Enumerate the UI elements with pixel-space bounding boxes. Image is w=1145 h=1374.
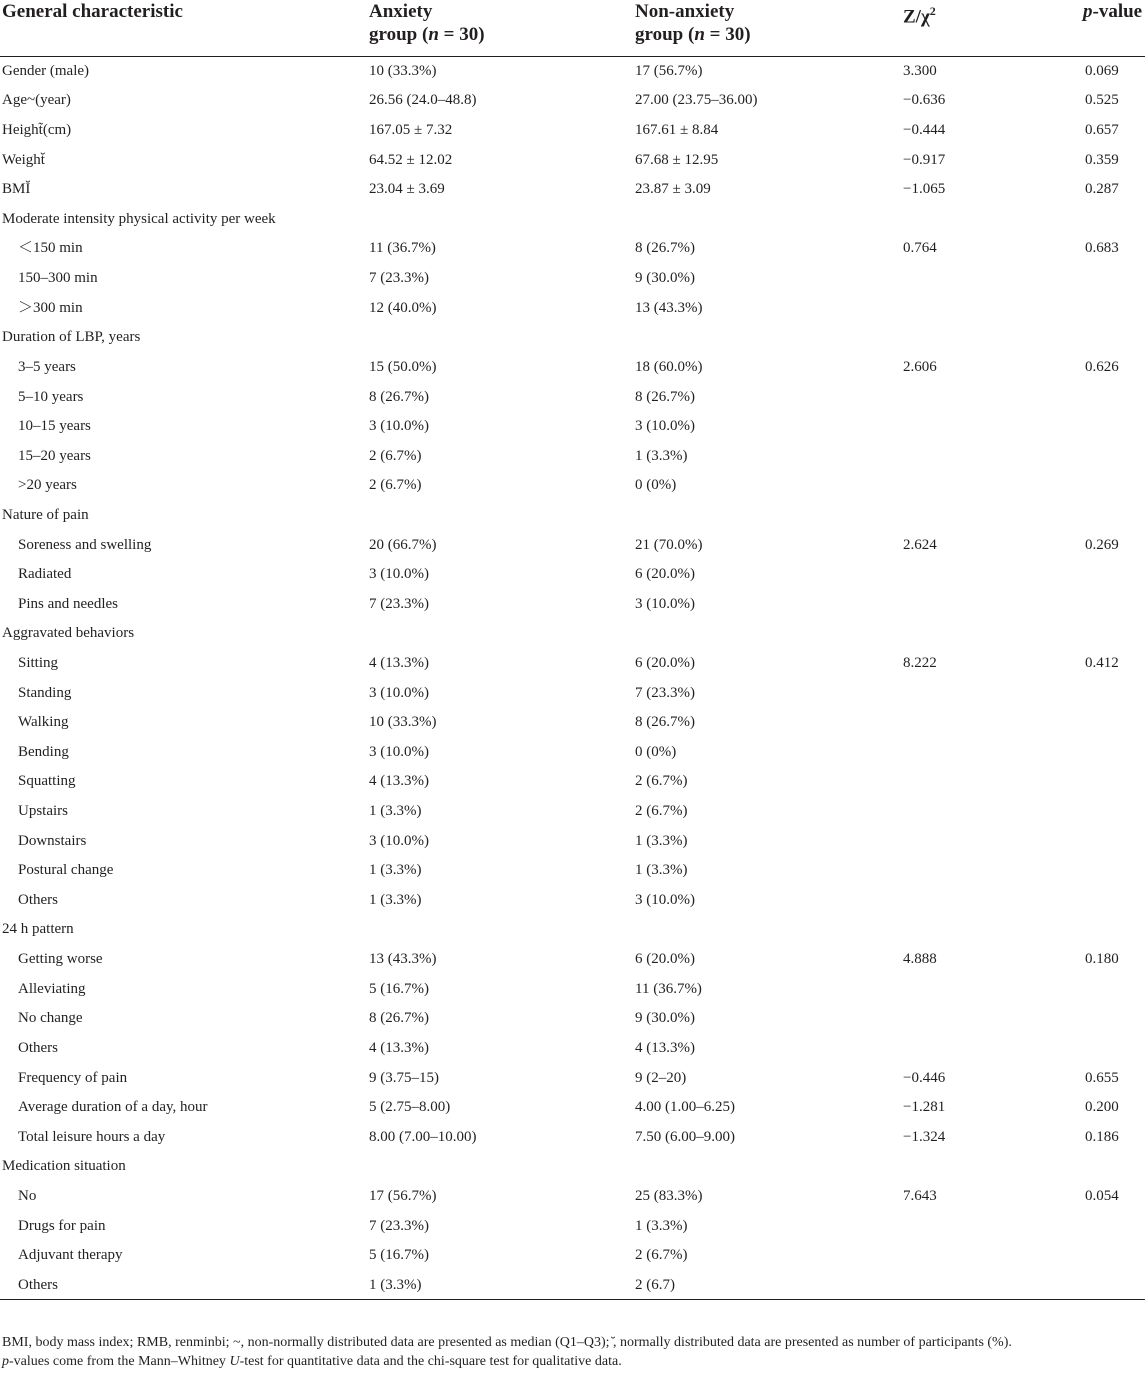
z-value (903, 471, 1080, 501)
table-row (0, 86, 1145, 116)
z-value (903, 411, 1080, 441)
p-value (1080, 1033, 1145, 1063)
z-value (903, 1270, 1080, 1300)
p-value (1080, 737, 1145, 767)
anxiety-value: 3 (10.0%) (369, 832, 429, 849)
row-label: Squatting (18, 773, 76, 790)
z-value: 4.888 (903, 951, 937, 968)
row-label: Bending (18, 743, 69, 760)
table-row (0, 589, 1145, 619)
non-anxiety-value (635, 915, 903, 945)
non-anxiety-value: 8 (26.7%) (635, 388, 695, 405)
anxiety-value: 4 (13.3%) (369, 1039, 429, 1056)
table-row (0, 352, 1145, 382)
header-p-value: p-value (1080, 0, 1145, 56)
anxiety-value: 17 (56.7%) (369, 1187, 437, 1204)
anxiety-value: 20 (66.7%) (369, 536, 437, 553)
z-value (903, 1004, 1080, 1034)
z-value (903, 322, 1080, 352)
p-value: 0.525 (1085, 92, 1119, 109)
p-value (1080, 559, 1145, 589)
anxiety-value: 2 (6.7%) (369, 447, 422, 464)
z-value (903, 1240, 1080, 1270)
table-row (0, 915, 1145, 945)
z-value (903, 441, 1080, 471)
row-label: Others (0, 1270, 369, 1300)
anxiety-value: 3 (10.0%) (369, 566, 429, 583)
table-row (0, 382, 1145, 412)
row-label: Duration of LBP, years (2, 329, 141, 346)
non-anxiety-value: 2 (6.7) (635, 1270, 903, 1300)
non-anxiety-value: 0 (0%) (635, 477, 677, 494)
table-row (0, 619, 1145, 649)
p-value (1080, 471, 1145, 501)
non-anxiety-value: 17 (56.7%) (635, 63, 703, 80)
p-value: 0.626 (1085, 358, 1119, 375)
anxiety-value: 3 (10.0%) (369, 684, 429, 701)
row-label: >20 years (18, 477, 77, 494)
p-value (1080, 382, 1145, 412)
z-value: −1.281 (903, 1099, 946, 1116)
anxiety-value: 5 (2.75–8.00) (369, 1099, 451, 1116)
row-label: Total leisure hours a day (18, 1128, 166, 1145)
z-value: 7.643 (903, 1187, 937, 1204)
anxiety-value: 3 (10.0%) (369, 418, 429, 435)
table-row (0, 1122, 1145, 1152)
z-value (903, 826, 1080, 856)
table-row (0, 1004, 1145, 1034)
p-value (1080, 678, 1145, 708)
anxiety-value: 1 (3.3%) (369, 891, 422, 908)
z-value (903, 500, 1080, 530)
anxiety-value: 5 (16.7%) (369, 980, 429, 997)
non-anxiety-value: 2 (6.7%) (635, 803, 688, 820)
anxiety-value: 1 (3.3%) (369, 803, 422, 820)
row-label: Adjuvant therapy (18, 1247, 123, 1264)
non-anxiety-value: 7 (23.3%) (635, 684, 695, 701)
z-value: 0.764 (903, 240, 937, 257)
table-row (0, 204, 1145, 234)
row-label: No (18, 1187, 37, 1204)
z-value (903, 974, 1080, 1004)
row-label: Standing (18, 684, 72, 701)
row-label: 5–10 years (18, 388, 84, 405)
table-row (0, 944, 1145, 974)
row-label: Age~(year) (2, 92, 71, 109)
row-label: Others (18, 891, 58, 908)
z-value (903, 293, 1080, 323)
table-header (0, 0, 1145, 56)
non-anxiety-value: 4.00 (1.00–6.25) (635, 1099, 735, 1116)
p-value (1080, 322, 1145, 352)
row-label: Drugs for pain (18, 1217, 106, 1234)
table-row (0, 322, 1145, 352)
z-value (903, 707, 1080, 737)
p-value (1080, 263, 1145, 293)
row-label: Weight̆ (2, 151, 45, 168)
non-anxiety-value: 21 (70.0%) (635, 536, 703, 553)
z-value: 8.222 (903, 654, 937, 671)
table-row (0, 707, 1145, 737)
row-label: Postural change (18, 862, 114, 879)
p-value (1080, 441, 1145, 471)
anxiety-value: 9 (3.75–15) (369, 1069, 439, 1086)
z-value: −0.636 (903, 92, 946, 109)
non-anxiety-value: 1 (3.3%) (635, 447, 688, 464)
non-anxiety-value: 8 (26.7%) (635, 714, 695, 731)
anxiety-value (369, 915, 635, 945)
row-label: ＞300 min (18, 299, 83, 316)
anxiety-value: 8 (26.7%) (369, 388, 429, 405)
table-row (0, 1033, 1145, 1063)
p-value (1080, 1270, 1145, 1300)
row-label: Nature of pain (2, 506, 89, 523)
non-anxiety-value: 67.68 ± 12.95 (635, 151, 719, 168)
table-row (0, 974, 1145, 1004)
non-anxiety-value: 1 (3.3%) (635, 1217, 688, 1234)
p-value (1080, 589, 1145, 619)
anxiety-value (369, 500, 635, 530)
anxiety-value: 10 (33.3%) (369, 63, 437, 80)
table-row (0, 1152, 1145, 1182)
table-row (0, 559, 1145, 589)
p-value: 0.655 (1085, 1069, 1119, 1086)
anxiety-value: 15 (50.0%) (369, 358, 437, 375)
z-value: −1.324 (903, 1128, 946, 1145)
non-anxiety-value: 11 (36.7%) (635, 980, 702, 997)
z-value: −0.446 (903, 1069, 946, 1086)
row-label: Walking (18, 714, 69, 731)
header-characteristic (0, 0, 369, 56)
table-row (0, 145, 1145, 175)
anxiety-value: 5 (16.7%) (369, 1247, 429, 1264)
row-label: Others (18, 1039, 58, 1056)
z-value (903, 382, 1080, 412)
row-label: Height̃(cm) (2, 122, 72, 139)
anxiety-value: 7 (23.3%) (369, 595, 429, 612)
row-label: Moderate intensity physical activity per week (2, 210, 276, 227)
z-value (903, 678, 1080, 708)
non-anxiety-value (635, 204, 903, 234)
row-label: 3–5 years (18, 358, 76, 375)
p-value: 0.186 (1085, 1128, 1119, 1145)
table-row (0, 1240, 1145, 1270)
table-row (0, 471, 1145, 501)
anxiety-value: 23.04 ± 3.69 (369, 181, 445, 198)
p-value: 0.200 (1085, 1099, 1119, 1116)
non-anxiety-value: 3 (10.0%) (635, 418, 695, 435)
row-label: Upstairs (18, 803, 68, 820)
z-value (903, 1152, 1080, 1182)
p-value: 0.269 (1085, 536, 1119, 553)
z-value: 2.624 (903, 536, 937, 553)
header-anxiety-group: Anxiety group (n = 30) (369, 0, 635, 56)
anxiety-value: 13 (43.3%) (369, 951, 437, 968)
anxiety-value: 8 (26.7%) (369, 1010, 429, 1027)
z-value (903, 1211, 1080, 1241)
row-label: BMĬ (2, 181, 31, 198)
p-value: 0.054 (1085, 1187, 1119, 1204)
p-value: 0.359 (1085, 151, 1119, 168)
anxiety-value: 1 (3.3%) (369, 1270, 635, 1300)
z-value: −1.065 (903, 181, 946, 198)
table-row (0, 1063, 1145, 1093)
table-row (0, 1211, 1145, 1241)
row-label: 24 h pattern (2, 921, 74, 938)
table-row (0, 234, 1145, 264)
z-value (903, 263, 1080, 293)
non-anxiety-value: 13 (43.3%) (635, 299, 703, 316)
p-value (1080, 500, 1145, 530)
table-row (0, 767, 1145, 797)
non-anxiety-value: 6 (20.0%) (635, 566, 695, 583)
anxiety-value: 26.56 (24.0–48.8) (369, 92, 477, 109)
row-label: No change (18, 1010, 83, 1027)
anxiety-value: 3 (10.0%) (369, 743, 429, 760)
row-label: Medication situation (2, 1158, 126, 1175)
table-row (0, 826, 1145, 856)
non-anxiety-value: 18 (60.0%) (635, 358, 703, 375)
table-row (0, 500, 1145, 530)
anxiety-value: 11 (36.7%) (369, 240, 436, 257)
z-value (903, 855, 1080, 885)
p-value (1080, 1211, 1145, 1241)
z-value (903, 559, 1080, 589)
row-label: 15–20 years (18, 447, 91, 464)
z-value (903, 204, 1080, 234)
non-anxiety-value: 23.87 ± 3.09 (635, 181, 711, 198)
non-anxiety-value: 9 (30.0%) (635, 1010, 695, 1027)
p-value (1080, 885, 1145, 915)
non-anxiety-value: 2 (6.7%) (635, 773, 688, 790)
p-value: 0.287 (1085, 181, 1119, 198)
anxiety-value (369, 322, 635, 352)
p-value: 0.069 (1085, 63, 1119, 80)
footnote-statistics: p-values come from the Mann–Whitney U-test for quantitative data and the chi-square test for qualitative data. (2, 1354, 622, 1369)
p-value (1080, 1004, 1145, 1034)
anxiety-value: 10 (33.3%) (369, 714, 437, 731)
row-label: Average duration of a day, hour (18, 1099, 208, 1116)
non-anxiety-value: 9 (2–20) (635, 1069, 687, 1086)
non-anxiety-value (635, 322, 903, 352)
z-value: 2.606 (903, 358, 937, 375)
p-value: 0.683 (1085, 240, 1119, 257)
table-row (0, 174, 1145, 204)
header-row (0, 0, 1145, 56)
p-value (1080, 767, 1145, 797)
table-row (0, 441, 1145, 471)
p-value: 0.412 (1085, 654, 1119, 671)
non-anxiety-value: 8 (26.7%) (635, 240, 695, 257)
row-label: ＜150 min (18, 240, 83, 257)
row-label: 10–15 years (18, 418, 91, 435)
non-anxiety-value: 6 (20.0%) (635, 951, 695, 968)
p-value (1080, 707, 1145, 737)
p-value (1080, 204, 1145, 234)
non-anxiety-value: 167.61 ± 8.84 (635, 122, 719, 139)
non-anxiety-value: 1 (3.3%) (635, 862, 688, 879)
row-label: 150–300 min (18, 270, 98, 287)
non-anxiety-value (635, 1152, 903, 1182)
p-value: 0.180 (1085, 951, 1119, 968)
anxiety-value: 167.05 ± 7.32 (369, 122, 453, 139)
row-label: Frequency of pain (18, 1069, 128, 1086)
row-label: Radiated (18, 566, 72, 583)
table-row (0, 855, 1145, 885)
anxiety-value: 1 (3.3%) (369, 862, 422, 879)
anxiety-value (369, 619, 635, 649)
z-value (903, 796, 1080, 826)
row-label: Getting worse (18, 951, 103, 968)
z-value (903, 1033, 1080, 1063)
z-value (903, 885, 1080, 915)
non-anxiety-value: 25 (83.3%) (635, 1187, 703, 1204)
non-anxiety-value: 27.00 (23.75–36.00) (635, 92, 758, 109)
row-label: Soreness and swelling (18, 536, 152, 553)
table-row (0, 1270, 1145, 1300)
z-value: −0.444 (903, 122, 946, 139)
anxiety-value: 7 (23.3%) (369, 1217, 429, 1234)
anxiety-value: 64.52 ± 12.02 (369, 151, 453, 168)
non-anxiety-value: 9 (30.0%) (635, 270, 695, 287)
table-row (0, 737, 1145, 767)
table-row (0, 263, 1145, 293)
row-label: Sitting (18, 654, 59, 671)
non-anxiety-value: 3 (10.0%) (635, 891, 695, 908)
table-row (0, 678, 1145, 708)
non-anxiety-value (635, 500, 903, 530)
anxiety-value: 4 (13.3%) (369, 654, 429, 671)
non-anxiety-value: 1 (3.3%) (635, 832, 688, 849)
p-value (1080, 826, 1145, 856)
z-value (903, 915, 1080, 945)
p-value (1080, 1240, 1145, 1270)
p-value (1080, 619, 1145, 649)
p-value (1080, 293, 1145, 323)
row-label: Pins and needles (18, 595, 118, 612)
table-row (0, 796, 1145, 826)
header-characteristic-text: General characteristic (2, 1, 183, 22)
anxiety-value: 12 (40.0%) (369, 299, 437, 316)
anxiety-value (369, 204, 635, 234)
z-value (903, 589, 1080, 619)
row-label: Aggravated behaviors (2, 625, 135, 642)
z-value: −0.917 (903, 151, 946, 168)
z-value (903, 737, 1080, 767)
table-body (0, 56, 1145, 1300)
anxiety-value: 2 (6.7%) (369, 477, 422, 494)
row-label: Alleviating (18, 980, 86, 997)
p-value (1080, 1152, 1145, 1182)
p-value (1080, 855, 1145, 885)
p-value (1080, 915, 1145, 945)
non-anxiety-value (635, 619, 903, 649)
anxiety-value: 4 (13.3%) (369, 773, 429, 790)
non-anxiety-value: 3 (10.0%) (635, 595, 695, 612)
non-anxiety-value: 4 (13.3%) (635, 1039, 695, 1056)
row-label: Gender (male) (2, 63, 90, 80)
table-row (0, 648, 1145, 678)
non-anxiety-value: 0 (0%) (635, 743, 677, 760)
footnote-abbreviations: BMI, body mass index; RMB, renminbi; ~, non-normally distributed data are presented as median (Q1–Q3); ̆, normally distributed data are presented as number of participants (%). (2, 1335, 1012, 1350)
p-value (1080, 411, 1145, 441)
table-row (0, 885, 1145, 915)
table-row (0, 56, 1145, 86)
p-value (1080, 974, 1145, 1004)
anxiety-value: 8.00 (7.00–10.00) (369, 1128, 477, 1145)
table-row (0, 115, 1145, 145)
non-anxiety-value: 7.50 (6.00–9.00) (635, 1128, 735, 1145)
table-row (0, 411, 1145, 441)
table-row (0, 293, 1145, 323)
header-z-chi-square: $Z/\chi^2$ (903, 0, 1080, 56)
z-value (903, 619, 1080, 649)
p-value (1080, 796, 1145, 826)
anxiety-value (369, 1152, 635, 1182)
table-row (0, 1092, 1145, 1122)
anxiety-value: 7 (23.3%) (369, 270, 429, 287)
z-value (903, 767, 1080, 797)
table-row (0, 530, 1145, 560)
table-row (0, 1181, 1145, 1211)
z-value: 3.300 (903, 63, 937, 80)
non-anxiety-value: 6 (20.0%) (635, 654, 695, 671)
row-label: Downstairs (18, 832, 87, 849)
p-value: 0.657 (1085, 122, 1119, 139)
header-non-anxiety-group: Non-anxiety group (n = 30) (635, 0, 903, 56)
non-anxiety-value: 2 (6.7%) (635, 1247, 688, 1264)
